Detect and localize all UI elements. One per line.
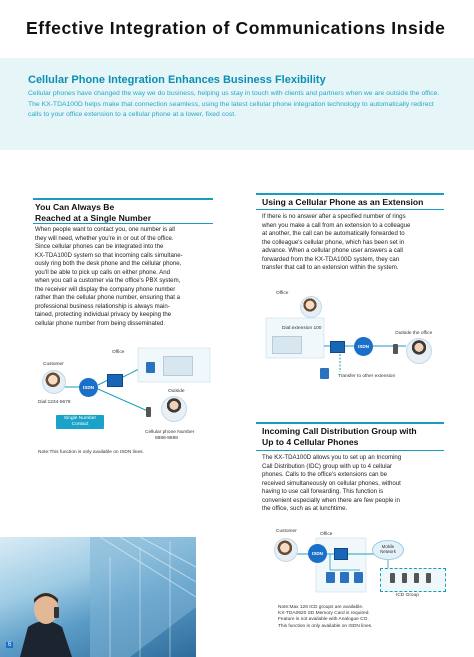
customer-avatar bbox=[42, 370, 66, 394]
hero-heading: Cellular Phone Integration Enhances Business Flexibility bbox=[28, 74, 326, 86]
section-icd-heading bbox=[262, 426, 417, 448]
icd-connection-lines bbox=[264, 526, 454, 604]
single-number-line1: Single Number bbox=[63, 416, 97, 421]
section-reach-body: When people want to contact you, one number is all they will need, whether you're in or out of the office. Since cellular phones can be integrated into the KX-TDA100D system so that incoming calls simultane- ously ring both the desk phone and the cellular phone, you'll be able to pick up calls on either phone. And when you call a customer via the office's PBX system, the receiver will display the company phone number rather than the cellular phone number, ensuring that a professional business relationship is always main- tained, protecting individual privacy by keeping the cellular phone number from being disseminated. bbox=[35, 226, 183, 328]
section-icd-heading-line2: Up to 4 Cellular Phones bbox=[262, 437, 359, 447]
extension-outside-label: Outside the office bbox=[395, 331, 433, 336]
extension-cellular-phone-icon bbox=[393, 344, 398, 354]
section-reach-note: Note:This function is only available on ISDN lines. bbox=[38, 450, 144, 455]
cell-number-line2: 8888-8888 bbox=[155, 436, 178, 441]
section-reach-rule-bottom bbox=[33, 223, 213, 224]
icd-customer-avatar bbox=[274, 538, 298, 562]
mobile-network-cloud bbox=[372, 540, 404, 560]
section-reach-heading-line2: Reached at a Single Number bbox=[35, 213, 152, 223]
page-number: 6 bbox=[8, 642, 12, 648]
cellular-phone-icon bbox=[146, 407, 151, 417]
diagram-customer-label: Customer bbox=[43, 362, 64, 367]
extension-transfer-label: Transfer to other extension bbox=[338, 374, 396, 379]
icd-pbx-unit-icon bbox=[334, 548, 348, 560]
section-reach-heading-line1: You Can Always Be bbox=[35, 202, 115, 212]
section-icd-rule bbox=[256, 422, 444, 424]
outside-office-person-avatar bbox=[406, 338, 432, 364]
icd-customer-label: Customer bbox=[276, 529, 297, 534]
extension-dial-label: Dial:extension 100 bbox=[282, 326, 322, 331]
icd-cellular-phone-4-icon bbox=[426, 573, 431, 583]
mobile-network-line2: Network bbox=[380, 549, 396, 554]
section-extension-body: If there is no answer after a specified number of rings when you make a call from an extension to a colleague at another, the call can be automatically forwarded to the colleague's cellular phone, which has been set in advance. When a cellular phone user answers a call forwarded from the KX-TDA100D system, they can transfer that call to an extension within the system. bbox=[262, 213, 411, 272]
section-icd-body: The KX-TDA100D allows you to set up an Incoming Call Distribution (IDC) group with up to 4 cellular phones. Calls to the office's extensions can be received simultaneously on cellular phones, without having to use call forwarding. This function is convenient especially when there are few people in the office, such as at lunchtime. bbox=[262, 454, 402, 513]
office-person-avatar bbox=[300, 296, 322, 318]
diagram-outside-label: Outside bbox=[168, 389, 185, 394]
hero-body: Cellular phones have changed the way we do business, helping us stay in touch with clients and partners when we are outside the office. The KX-TDA100D helps make that connection seamless, using the latest cellular phone integration technology to automatically redirect calls to your office extension to a cellular phone at a lower, fixed cost. bbox=[28, 90, 440, 118]
extension-isdn-node: ISDN bbox=[354, 337, 373, 356]
single-number-contact-badge bbox=[56, 415, 104, 429]
icd-cellular-phone-1-icon bbox=[390, 573, 395, 583]
section-extension-rule bbox=[256, 193, 444, 195]
icd-desk-phone-1-icon bbox=[326, 572, 335, 583]
icd-isdn-node: ISDN bbox=[308, 544, 327, 563]
diagram-office-label: Office bbox=[112, 350, 125, 355]
section-reach-heading bbox=[35, 202, 151, 224]
desk-phone-icon bbox=[146, 362, 155, 373]
icd-desk-phone-3-icon bbox=[354, 572, 363, 583]
icd-group-label: ICD Group bbox=[396, 593, 419, 598]
transfer-desk-phone-icon bbox=[320, 368, 329, 379]
isdn-node: ISDN bbox=[79, 378, 98, 397]
section-extension-diagram bbox=[258, 288, 448, 386]
section-reach-rule bbox=[33, 198, 213, 200]
pbx-unit-icon bbox=[107, 374, 123, 387]
extension-office-label: Office bbox=[276, 291, 289, 296]
diagram-dial-label: Dial:1234-5678 bbox=[38, 400, 71, 405]
section-extension-heading: Using a Cellular Phone as an Extension bbox=[262, 197, 424, 207]
section-icd-diagram bbox=[264, 526, 454, 604]
section-extension-rule-bottom bbox=[256, 209, 444, 210]
photo-scene bbox=[0, 537, 196, 657]
diagram-cell-number bbox=[145, 430, 194, 442]
single-number-line2: Contact bbox=[71, 422, 89, 427]
mobile-network-line1: Mobile bbox=[381, 544, 395, 550]
office-desk-icon bbox=[272, 336, 302, 354]
outside-person-avatar bbox=[161, 396, 187, 422]
icd-cellular-phone-2-icon bbox=[402, 573, 407, 583]
section-reach-diagram bbox=[28, 342, 218, 442]
icd-office-label: Office bbox=[320, 532, 333, 537]
section-icd-note: Note:Max 128 ICD groups are available. KX-TDA0920 SD Memory Card is required. Feature is not available with Analogue CO. This function is only available on ISDN lines. bbox=[278, 605, 373, 629]
pbx-unit-icon bbox=[330, 341, 345, 353]
icd-desk-phone-2-icon bbox=[340, 572, 349, 583]
office-desk-icon bbox=[163, 356, 193, 376]
section-icd-rule-bottom bbox=[256, 450, 444, 451]
page-title: Effective Integration of Communications Inside bbox=[26, 18, 446, 38]
icd-cellular-phone-3-icon bbox=[414, 573, 419, 583]
business-man-photo bbox=[0, 537, 196, 657]
section-icd-heading-line1: Incoming Call Distribution Group with bbox=[262, 426, 417, 436]
cell-number-line1: Cellular phone Number bbox=[145, 430, 195, 435]
